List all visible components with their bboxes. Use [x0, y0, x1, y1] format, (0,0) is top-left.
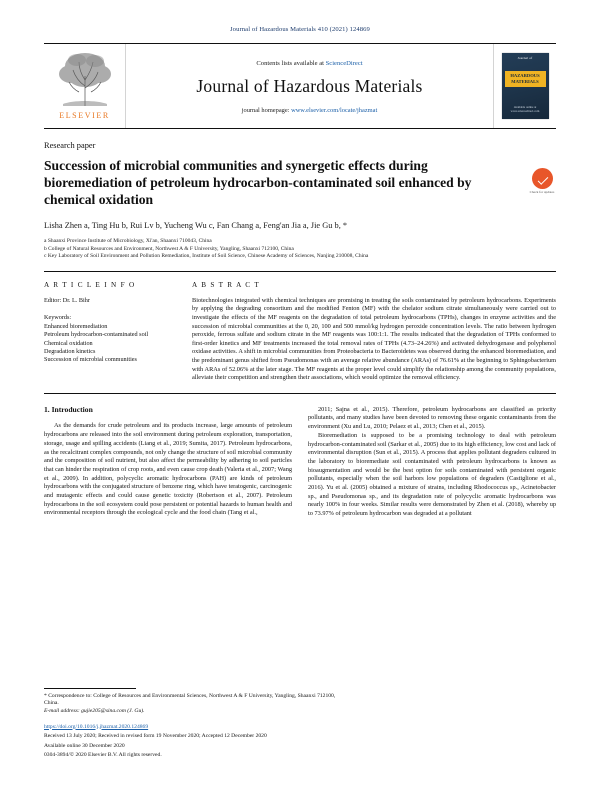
homepage-line: [242, 107, 378, 114]
affiliation-b: b College of Natural Resources and Environment, Northwest A & F University, Yangling, Shaanxi 712100, China: [44, 245, 294, 252]
masthead-center: [126, 44, 493, 128]
journal-cover-image: [502, 53, 549, 119]
publisher-logo: [44, 44, 126, 128]
history-line: Received 13 July 2020; Received in revised form 19 November 2020; Accepted 12 December 2020: [44, 733, 267, 740]
doi-link[interactable]: https://doi.org/10.1016/j.jhazmat.2020.124869: [44, 723, 149, 730]
email-address[interactable]: gujie205@sina.com (J. Gu).: [81, 708, 145, 715]
cover-top-line: Journal of: [517, 56, 533, 60]
article-info-abstract-block: [44, 271, 556, 394]
elsevier-wordmark: ELSEVIER: [59, 111, 110, 120]
cover-bottom-line: Available online at www.sciencedirect.com: [510, 105, 540, 113]
abstract-heading: A B S T R A C T: [192, 280, 261, 289]
paragraph: 2011; Sajna et al., 2015). Therefore, petroleum hydrocarbons are classified as priority pollutants, and many studies have been devoted to removing these organic contaminants from the environment (Xu and Lu, 2010; Pelaez et al., 2013; Chen et al., 2015).: [308, 405, 556, 431]
footnote-rule: [44, 688, 136, 689]
contents-prefix: Contents lists available at: [256, 60, 326, 67]
article-info-heading: A R T I C L E I N F O: [44, 280, 136, 289]
keyword-item: Degradation kinetics: [44, 348, 96, 355]
paragraph: Bioremediation is supposed to be a promising technology to deal with petroleum hydrocarbon-contaminated soil (Sarkar et al., 2005) due to its high efficiency, low cost and lack of environmental disruption (Sun et al., 2015). A process that applies pollutant degraders cultured in the laboratory to bioremediate soil contaminated with petroleum hydrocarbons is known as bioaugmentation and would be the best option for soils contaminated with persistent organic pollutants, especially when the soil harbors low populations of degraders (Castiglione et al., 2016). Yu et al. (2005) obtained a mixture of strains, including Rhodococcus sp., Acinetobacter sp., and Pseudomonas sp., and its degradation rate of polycyclic aromatic hydrocarbons was nearly 100% in four weeks. Similar results were demonstrated by Zhen et al. (2018), whereby up to 73.97% of petroleum hydrocarbon was degraded at a pollutant: [308, 431, 556, 518]
article-info-column: [44, 281, 192, 383]
homepage-link[interactable]: www.elsevier.com/locate/jhazmat: [291, 107, 378, 114]
abstract-text: Biotechnologies integrated with chemical techniques are promising in treating the soils contaminated by petroleum hydrocarbons. Experiments by applying the degrading consortium and the modified Fenton (MF) with the chelator sodium citrate simultaneously were carried out to investigate the effects of the MF reagents on the degradation of total petroleum hydrocarbons (TPHs), changes in enzyme activities and the succession of microbial communities at the 0, 20, 100 and 500 mmol/kg hydrogen peroxide concentration levels. The ratio between hydrogen peroxide, ferrous sulfate and sodium citrate in the MF reagents was 100:1:1. The results indicated that the degradation of TPHs conformed to first-order kinetics and MF treatments increased the total removal rates of TPHs (4.73–24.26%) and activated dehydrogenase and polyphenol oxidase activities. A shift in microbial communities from Proteobacteria to Bacteroidetes was observed during the enhanced bioremediation, and the predominant genus shifted from Pseudomonas with an average relative abundance (ARAs) of 76.61% at the beginning to Sphingobacterium with ARAs of 52.06% at the later stage. The MF reagents at the proper level could simplify the relationship among the community populations, alleviate their competition and strengthen their associations, which would optimize the removal efficiency.: [192, 296, 556, 382]
keyword-item: Enhanced bioremediation: [44, 322, 108, 330]
crossmark-icon: [532, 168, 553, 189]
section-heading-introduction: 1. Introduction: [44, 404, 93, 414]
body-column-left: [44, 406, 292, 519]
keyword-item: Chemical oxidation: [44, 339, 93, 347]
cover-band-line1: HAZARDOUS: [510, 73, 540, 78]
running-head: Journal of Hazardous Materials 410 (2021) 124869: [230, 26, 370, 33]
page-title: Succession of microbial communities and synergetic effects during bioremediation of petroleum hydrocarbon-contaminated soil enhanced by chemical oxidation: [44, 158, 472, 207]
cover-band-line2: MATERIALS: [511, 79, 539, 84]
cover-band: [505, 71, 546, 87]
article-body: [44, 406, 556, 519]
journal-masthead: [44, 43, 556, 129]
correspondence-note: * Correspondence to: College of Resources and Environmental Sciences, Northwest A & F University, Yangling, Shaanxi 712100, China.: [44, 692, 336, 707]
keyword-item: Petroleum hydrocarbon-contaminated soil: [44, 331, 149, 339]
crossmark-badge[interactable]: [528, 168, 556, 194]
article-type-label: Research paper: [44, 141, 96, 150]
affiliation-a: a Shaanxi Province Institute of Microbiology, Xi'an, Shaanxi 710043, China: [44, 238, 212, 244]
email-note: [44, 708, 344, 716]
abstract-column: [192, 281, 556, 383]
available-online-line: Available online 30 December 2020: [44, 742, 125, 749]
editor-line: Editor: Dr. L. Bihr: [44, 296, 90, 304]
email-label: E-mail address:: [44, 708, 82, 715]
affiliation-c: c Key Laboratory of Soil Environment and Pollution Remediation, Institute of Soil Science, Chinese Academy of Sciences, Nanjing 210008, China: [44, 253, 369, 260]
contents-line: [256, 60, 362, 67]
masthead-cover: [493, 44, 556, 128]
affiliation-list: [44, 238, 556, 261]
keywords-heading: Keywords:: [44, 313, 72, 321]
body-column-right: [308, 406, 556, 519]
footnote-block: [44, 688, 344, 760]
elsevier-tree-icon: [49, 46, 121, 110]
author-list: Lisha Zhen a, Ting Hu b, Rui Lv b, Yucheng Wu c, Fan Chang a, Feng'an Jia a, Jie Gu b, *: [44, 221, 348, 230]
crossmark-label: Check for updates: [529, 190, 555, 194]
sciencedirect-link[interactable]: ScienceDirect: [325, 60, 363, 67]
journal-title: Journal of Hazardous Materials: [196, 76, 423, 96]
copyright-line: 0304-3894/© 2020 Elsevier B.V. All rights reserved.: [44, 752, 162, 759]
keyword-item: Succession of microbial communities: [44, 356, 137, 364]
paragraph: As the demands for crude petroleum and its products increase, large amounts of petroleum hydrocarbons are released into the soil environment during petroleum exploration, transportation, storage, usage and spilling accidents (Liang et al., 2019; Sumita, 2017). Petroleum hydrocarbons, as the recalcitrant complex compounds, not only change the structure of soil microbial community and the composition of soil nutrient, but also affect the permeability by adhering to soil particles that can hinder the respiration of crop roots, and even cause crop death (Valeria et al., 2007; Wang et al., 2009). In addition, polycyclic aromatic hydrocarbons (PAH) are kinds of petroleum hydrocarbons with the conjugated structure of benzene ring, which have teratogenic, carcinogenic and mutagenic effects and could cause genetic toxicity (Robertson et al., 2007). Petroleum hydrocarbons in the soil ecosystem could pose persistent or potential hazards to human health and environmental receptors through the ecological cycle and the food chain (Tang et al.,: [44, 422, 292, 517]
homepage-prefix: journal homepage:: [241, 107, 292, 114]
